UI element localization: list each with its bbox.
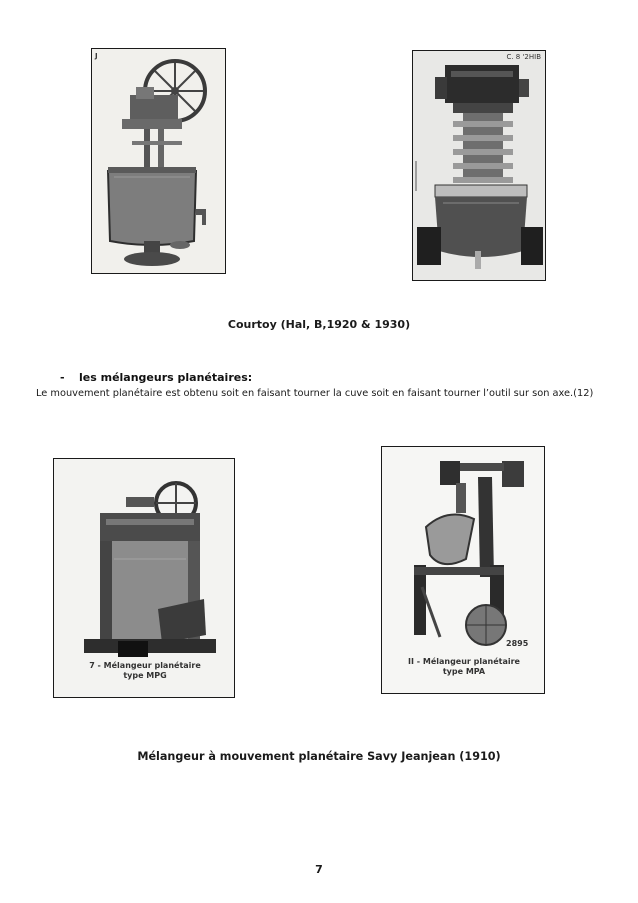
courtoy-mixer-illustration-2 [413,51,546,281]
plate-number-2895: 2895 [506,639,529,648]
section-heading: les mélangeurs planétaires: [79,371,253,384]
plate-label-mpg-line1: 7 - Mélangeur planétaire [89,661,201,670]
mixer-photo-type-mpg [53,458,235,698]
bullet-dash: - [60,371,65,384]
plate-label-mpa [382,657,545,677]
page-number: 7 [315,863,323,876]
plate-label-mpg-line2: type MPG [123,671,167,680]
section-body-text: Le mouvement planétaire est obtenu soit en faisant tourner la cuve soit en faisant tourner l’outil sur son axe.(12) [36,388,594,399]
courtoy-mixer-photo-1920 [91,48,226,274]
plate-mark-right: C. 8 '2HIB [506,53,541,61]
plate-label-mpg [54,661,235,681]
mixer-photo-type-mpa [381,446,545,694]
plate-mark-left: J [95,52,98,60]
plate-label-mpa-line1: II - Mélangeur planétaire [408,657,520,666]
figure-caption-savy-jeanjean: Mélangeur à mouvement planétaire Savy Jeanjean (1910) [137,750,501,763]
plate-label-mpa-line2: type MPA [442,667,486,676]
courtoy-mixer-illustration-1 [92,49,226,274]
courtoy-mixer-photo-1930 [412,50,546,281]
figure-caption-courtoy: Courtoy (Hal, B,1920 & 1930) [227,318,411,331]
